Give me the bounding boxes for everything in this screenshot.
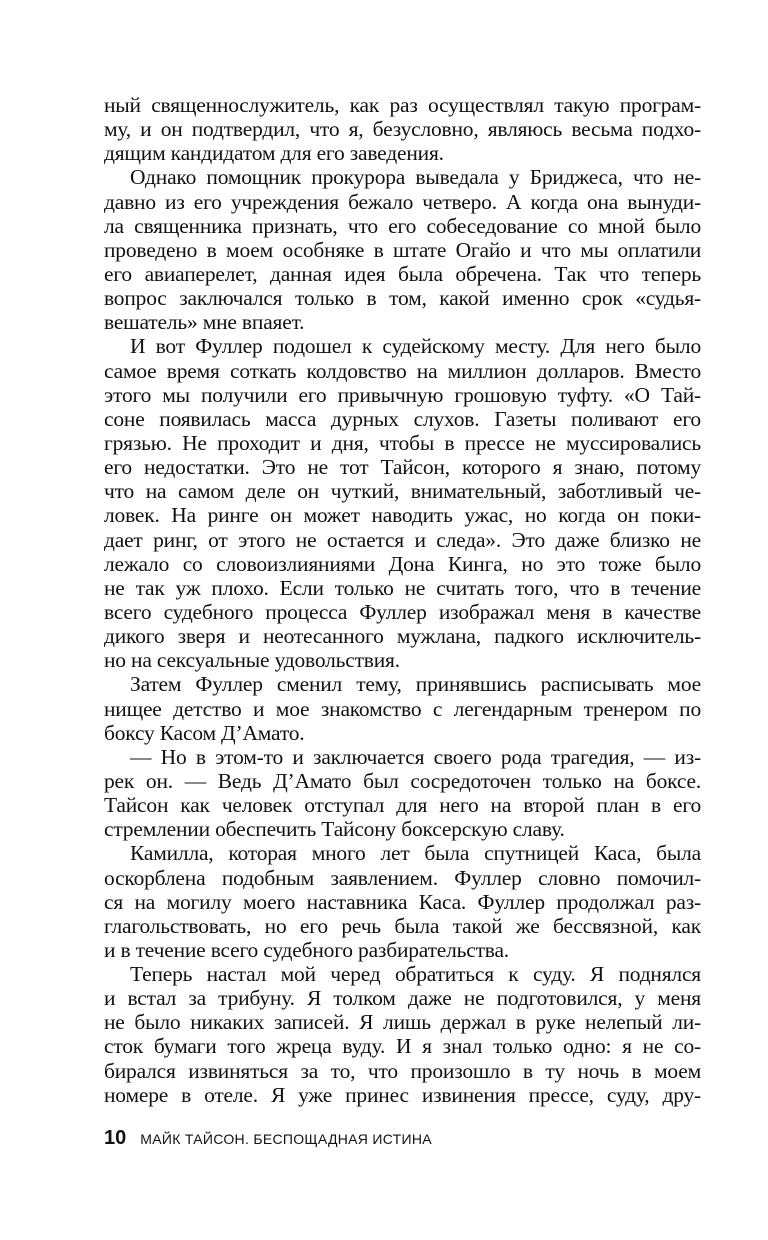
page-number: 10 — [104, 1127, 127, 1149]
text-line: Теперь настал мой черед обратиться к суду. Я поднялся — [130, 962, 701, 987]
text-line: му, и он подтвердил, что я, безусловно, являюсь весьма подхо- — [104, 117, 701, 142]
text-line: И вот Фуллер подошел к судейскому месту. Для него было — [130, 334, 701, 359]
text-line: ный священнослужитель, как раз осуществлял такую програм- — [104, 93, 701, 117]
text-line: ла священника признать, что его собеседование со мной было — [104, 213, 701, 238]
paragraph — [104, 93, 701, 165]
text-line: Камилла, которая много лет была спутницей Каса, была — [130, 841, 701, 866]
text-line: всего судебного процесса Фуллер изображал меня в качестве — [104, 599, 701, 624]
text-line: его недостатки. Это не тот Тайсон, которого я знаю, потому — [104, 455, 701, 480]
text-line: боксу Касом Д’Амато. — [104, 720, 305, 745]
text-line: сток бумаги того жреца вуду. И я знал только одно: я не со- — [104, 1034, 701, 1059]
text-line: и встал за трибуну. Я толком даже не подготовился, у меня — [104, 986, 701, 1011]
text-line: вешатель» мне впаяет. — [104, 310, 305, 335]
text-line: дает ринг, от этого не остается и следа». Это даже близко не — [104, 527, 701, 552]
text-line: стремлении обеспечить Тайсону боксерскую славу. — [104, 817, 565, 842]
text-line: бирался извиняться за то, что произошло в ту ночь в моем — [104, 1058, 701, 1083]
text-line: соне появилась масса дурных слухов. Газеты поливают его — [104, 406, 701, 431]
text-line: Затем Фуллер сменил тему, принявшись расписывать мое — [130, 672, 701, 697]
text-line: рек он. — Ведь Д’Амато был сосредоточен только на боксе. — [104, 768, 701, 793]
text-line: не было никаких записей. Я лишь держал в руке нелепый ли- — [104, 1010, 701, 1035]
paragraph — [104, 165, 701, 334]
text-line: самое время соткать колдовство на миллион долларов. Вместо — [104, 358, 701, 383]
text-line: дящим кандидатом для его заведения. — [104, 141, 444, 166]
paragraph — [104, 962, 701, 1107]
text-line: Тайсон как человек отступал для него на второй план в его — [104, 793, 701, 818]
text-line: глагольствовать, но его речь была такой же бессвязной, как — [104, 913, 701, 938]
text-line: дикого зверя и неотесанного мужлана, падкого исключитель- — [104, 624, 701, 649]
text-line: не так уж плохо. Если только не считать того, что в течение — [104, 575, 701, 600]
text-line: его авиаперелет, данная идея была обречена. Так что теперь — [104, 261, 701, 286]
text-line: Однако помощник прокурора выведала у Бриджеса, что не- — [130, 165, 701, 190]
text-line: лежало со словоизлияниями Дона Кинга, но это тоже было — [104, 551, 701, 576]
page-footer — [104, 1127, 432, 1150]
text-line: что на самом деле он чуткий, внимательный, заботливый че- — [104, 479, 701, 504]
running-title: МАЙК ТАЙСОН. БЕСПОЩАДНАЯ ИСТИНА — [140, 1131, 432, 1147]
text-line: оскорблена подобным заявлением. Фуллер словно помочил- — [104, 865, 701, 890]
text-line: нищее детство и мое знакомство с легендарным тренером по — [104, 696, 701, 721]
text-line: — Но в этом-то и заключается своего рода трагедия, — из- — [130, 744, 701, 769]
text-line: и в течение всего судебного разбирательства. — [104, 937, 509, 962]
text-line: вопрос заключался только в том, какой именно срок «судья- — [104, 286, 701, 311]
text-line: давно из его учреждения бежало четверо. А когда она вынуди- — [104, 189, 701, 214]
text-line: ся на могилу моего наставника Каса. Фуллер продолжал раз- — [104, 889, 701, 914]
paragraph — [104, 672, 701, 744]
text-line: ловек. На ринге он может наводить ужас, но когда он поки- — [104, 503, 701, 528]
paragraph — [104, 745, 701, 842]
text-line: проведено в моем особняке в штате Огайо и что мы оплатили — [104, 237, 701, 262]
text-line: грязью. Не проходит и дня, чтобы в прессе не муссировались — [104, 430, 701, 455]
text-line: но на сексуальные удовольствия. — [104, 648, 400, 673]
paragraph — [104, 334, 701, 672]
text-line: этого мы получили его привычную грошовую туфту. «О Тай- — [104, 382, 701, 407]
book-page-body — [104, 93, 701, 1107]
text-line: номере в отеле. Я уже принес извинения прессе, суду, дру- — [104, 1082, 701, 1107]
paragraph — [104, 841, 701, 962]
